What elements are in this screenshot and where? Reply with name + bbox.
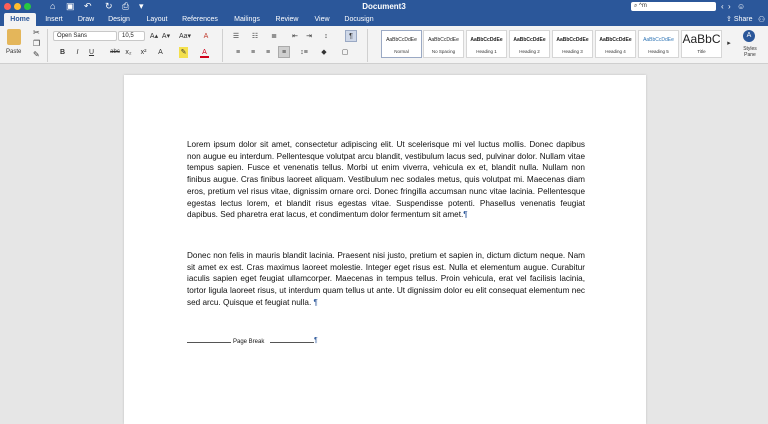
search-next-icon[interactable]: › [728, 2, 731, 11]
styles-pane-label[interactable]: Styles Pane [743, 46, 757, 58]
highlight-color-icon[interactable]: ✎ [180, 49, 187, 56]
tab-docusign[interactable]: Docusign [344, 16, 374, 23]
superscript-button[interactable]: x² [140, 49, 147, 56]
paragraph-mark: ¶ [314, 337, 318, 344]
style-name: Heading 2 [519, 49, 540, 54]
subscript-button[interactable]: x₂ [125, 49, 132, 56]
search-text: ^m [639, 3, 647, 9]
style-sample: AaBbCcDdEe [643, 37, 674, 43]
styles-pane-icon[interactable]: A [743, 30, 755, 42]
numbering-icon[interactable]: ☷ [251, 33, 259, 40]
shading-icon[interactable]: ◆ [321, 49, 327, 56]
style-sample: AaBbCcDdEe [556, 37, 589, 43]
style-sample: AaBbCcDdEe [428, 37, 459, 43]
print-icon[interactable]: ⎙ [122, 1, 130, 11]
increase-indent-icon[interactable]: ⇥ [306, 33, 312, 40]
borders-icon[interactable]: ▢ [341, 49, 349, 56]
multilevel-list-icon[interactable]: ≣ [271, 33, 277, 40]
ribbon-home [0, 26, 768, 64]
share-label: Share [733, 16, 753, 23]
style-sample: AaBbCcDdEe [386, 37, 417, 43]
font-size-dropdown[interactable]: 10,5 [118, 31, 145, 41]
copy-icon[interactable]: ❐ [33, 39, 41, 48]
share-icon: ⇪ [726, 16, 734, 23]
document-page[interactable] [124, 75, 646, 424]
style-title[interactable] [681, 30, 722, 58]
ribbon-separator [222, 29, 223, 62]
style-sample: AaBbCcDdEe [599, 37, 632, 43]
style-name: Title [697, 49, 706, 54]
strikethrough-button[interactable]: abc [110, 49, 120, 55]
style-sample: AaBbC [682, 32, 721, 46]
style-normal[interactable] [381, 30, 422, 58]
decrease-indent-icon[interactable]: ⇤ [292, 33, 298, 40]
smiley-feedback-icon[interactable]: ☺ [737, 2, 746, 11]
style-name: Heading 4 [605, 49, 626, 54]
text-effects-icon[interactable]: A [158, 49, 163, 56]
underline-button[interactable]: U [88, 49, 95, 56]
style-heading-3[interactable] [552, 30, 593, 58]
paragraph-mark: ¶ [313, 297, 318, 307]
format-painter-icon[interactable]: ✎ [33, 50, 40, 59]
font-name-dropdown[interactable]: Open Sans [53, 31, 117, 41]
page-break[interactable] [187, 337, 317, 347]
tab-references[interactable]: References [182, 16, 218, 23]
tab-insert[interactable]: Insert [45, 16, 63, 23]
bullets-icon[interactable]: ☰ [232, 33, 240, 40]
italic-button[interactable]: I [76, 49, 79, 56]
paragraph-1-text: Lorem ipsum dolor sit amet, consectetur adipiscing elit. Ut scelerisque mi vel luctus mollis. Donec dapibus non augue eu interdum. Pellentesque volutpat arcu blandit, vestibulum lacus sed, pulvinar dolor. Nullam vitae tempus sapien. Fusce et venenatis tellus. Morbi ut enim viverra, vehicula ex et, blandit nulla. Nullam non finibus augue. Cras finibus laoreet aliquam. Vestibulum nec sodales metus, quis volutpat mi. Maecenas diam eros, pretium vel risus vitae, dignissim ornare orci. Donec fringilla accumsan nunc vitae lacinia. Pellentesque egestas lectus lorem, et blandit risus egestas vitae. Suspendisse potenti. Phasellus venenatis feugiat dapibus. Sed pharetra erat lacus, et condimentum dolor fermentum sit amet. [187, 140, 585, 220]
style-sample: AaBbCcDdEe [513, 37, 546, 43]
cut-icon[interactable]: ✂ [33, 28, 40, 37]
increase-font-size-icon[interactable]: A▴ [149, 33, 159, 40]
ribbon-separator [367, 29, 368, 62]
save-icon[interactable]: ▣ [66, 1, 75, 11]
style-heading-4[interactable] [595, 30, 636, 58]
style-heading-2[interactable] [509, 30, 550, 58]
tab-design[interactable]: Design [108, 16, 130, 23]
font-color-icon[interactable]: A [200, 47, 209, 58]
tab-home[interactable]: Home [4, 13, 36, 26]
page-break-label: Page Break [233, 339, 265, 345]
decrease-font-size-icon[interactable]: A▾ [161, 33, 171, 40]
tab-layout[interactable]: Layout [146, 16, 168, 23]
search-input[interactable]: ⌕ ^m [631, 2, 716, 11]
tab-review[interactable]: Review [275, 16, 299, 23]
page-break-line [270, 342, 314, 343]
tab-draw[interactable]: Draw [77, 16, 95, 23]
paragraph-1[interactable] [187, 139, 585, 221]
justify-button[interactable]: ≡ [278, 46, 290, 58]
document-title: Document3 [362, 2, 406, 11]
redo-icon[interactable]: ↻ [105, 1, 113, 11]
line-spacing-icon[interactable]: ↕≡ [300, 49, 308, 56]
paragraph-mark: ¶ [463, 210, 468, 220]
bold-button[interactable]: B [59, 49, 66, 56]
page-break-line [187, 342, 231, 343]
customize-toolbar-icon[interactable]: ▾ [139, 1, 144, 11]
share-button[interactable] [726, 13, 753, 26]
tab-view[interactable]: View [314, 16, 330, 23]
ribbon-separator [47, 29, 48, 62]
home-icon[interactable]: ⌂ [50, 1, 56, 11]
sort-icon[interactable]: ↕ [324, 33, 328, 40]
account-icon[interactable]: ⚇ [758, 15, 766, 24]
style-name: No Spacing [431, 49, 456, 54]
search-previous-icon[interactable]: ‹ [721, 2, 724, 11]
paragraph-2[interactable] [187, 250, 585, 309]
style-name: Heading 5 [648, 49, 669, 54]
style-heading-1[interactable] [466, 30, 507, 58]
tab-mailings[interactable]: Mailings [234, 16, 260, 23]
style-name: Heading 3 [562, 49, 583, 54]
align-center-icon[interactable]: ≡ [250, 49, 256, 56]
show-formatting-marks-button[interactable]: ¶ [345, 30, 357, 42]
ribbon-tabs [0, 13, 768, 26]
style-name: Normal [394, 49, 409, 54]
undo-icon[interactable]: ↶ [84, 1, 92, 11]
align-left-icon[interactable]: ≡ [235, 49, 241, 56]
clear-formatting-icon[interactable]: A [203, 33, 209, 40]
title-bar [0, 0, 768, 13]
paste-icon[interactable] [7, 29, 21, 45]
paragraph-2-text: Donec non felis in mauris blandit lacinia. Praesent nisi justo, pretium et sapien in, dictum dictum neque. Nam sit amet ex est. Cras maximus laoreet molestie. Integer eget risus est. Nulla et elementum augue. Curabitur iaculis sapien eget feugiat ullamcorper. Maecenas in tempus tellus. Proin vehicula, erat vel facilisis lacinia, tortor ligula laoreet risus, ut interdum quam tellus ut ante. Ut dignissim dolor eu elit consequat elementum nec sed arcu. Quisque et feugiat nulla. [187, 251, 585, 307]
style-heading-5[interactable] [638, 30, 679, 58]
change-case-icon[interactable]: Aa▾ [178, 33, 192, 40]
style-name: Heading 1 [476, 49, 497, 54]
style-no-spacing[interactable] [423, 30, 464, 58]
styles-gallery-scroll-icon[interactable]: ▸ [727, 40, 731, 47]
style-sample: AaBbCcDdEe [470, 37, 503, 43]
align-right-icon[interactable]: ≡ [265, 49, 271, 56]
paste-label: Paste [6, 49, 22, 55]
